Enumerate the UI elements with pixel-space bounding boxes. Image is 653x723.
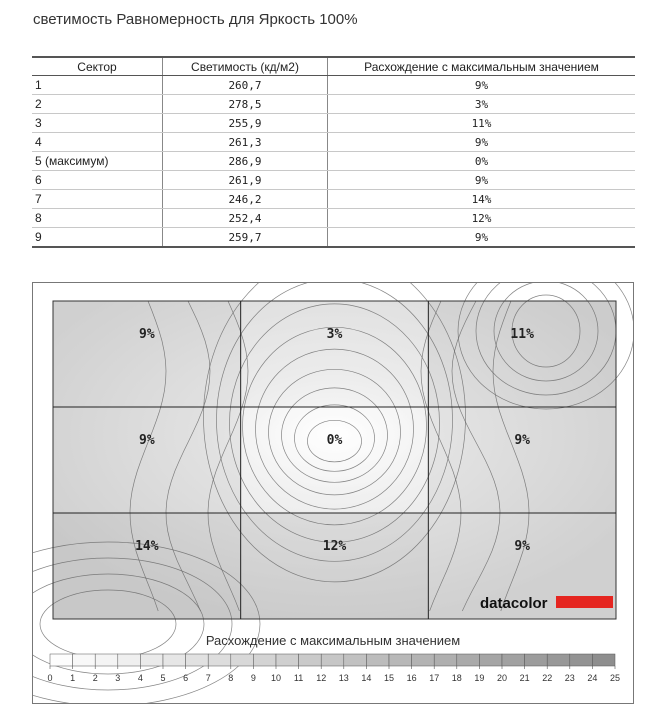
scale-tick-label: 3 (115, 673, 121, 683)
uniformity-table (32, 56, 635, 248)
luminance-cell: 261,3 (163, 133, 328, 152)
scale-tick-label: 10 (270, 673, 282, 683)
sector-cell: 4 (32, 133, 163, 152)
scale-tick-label: 7 (205, 673, 211, 683)
scale-tick-label: 20 (496, 673, 508, 683)
scale-tick-label: 15 (383, 673, 395, 683)
uniformity-chart (32, 282, 634, 704)
luminance-cell: 259,7 (163, 228, 328, 248)
deviation-cell: 9% (328, 228, 636, 248)
sector-label: 0% (326, 433, 343, 449)
table-row (32, 228, 635, 248)
table-header-row (32, 57, 635, 76)
contour-map (33, 283, 633, 703)
sector-cell: 6 (32, 171, 163, 190)
sector-shade (428, 407, 616, 513)
scale-tick-label: 21 (519, 673, 530, 683)
scale-tick-label: 22 (542, 673, 553, 683)
deviation-cell: 0% (328, 152, 636, 171)
luminance-cell: 252,4 (163, 209, 328, 228)
scale-tick-label: 0 (47, 673, 53, 683)
table-row (32, 190, 635, 209)
sector-cell: 5 (максимум) (32, 152, 163, 171)
scale-step (299, 654, 322, 666)
sector-shade (53, 513, 241, 619)
sector-label: 3% (326, 327, 343, 343)
column-header-deviation: Расхождение с максимальным значением (328, 57, 636, 76)
scale-step (186, 654, 209, 666)
scale-step (547, 654, 570, 666)
table-row (32, 209, 635, 228)
sector-shade (241, 513, 429, 619)
deviation-cell: 9% (328, 76, 636, 95)
scale-tick-label: 8 (228, 673, 234, 683)
sector-label: 11% (510, 327, 534, 343)
scale-step (140, 654, 163, 666)
table-row (32, 114, 635, 133)
deviation-cell: 9% (328, 133, 636, 152)
sector-label: 9% (139, 433, 155, 449)
deviation-cell: 3% (328, 95, 636, 114)
scale-step (276, 654, 299, 666)
scale-step (50, 654, 73, 666)
datacolor-logo: datacolor (480, 595, 548, 612)
sector-cell: 1 (32, 76, 163, 95)
sector-label: 9% (139, 327, 155, 343)
scale-step (434, 654, 457, 666)
sector-cell: 9 (32, 228, 163, 248)
scale-step (321, 654, 344, 666)
scale-step (570, 654, 593, 666)
scale-tick-label: 4 (137, 673, 143, 683)
sector-label: 14% (135, 539, 159, 555)
deviation-cell: 12% (328, 209, 636, 228)
sector-shade (53, 407, 241, 513)
scale-step (73, 654, 96, 666)
scale-tick-label: 6 (183, 673, 189, 683)
luminance-cell: 260,7 (163, 76, 328, 95)
scale-tick-label: 5 (160, 673, 166, 683)
scale-step (389, 654, 412, 666)
scale-tick-label: 23 (564, 673, 575, 683)
sector-cell: 7 (32, 190, 163, 209)
scale-step (95, 654, 118, 666)
scale-step (208, 654, 231, 666)
scale-step (163, 654, 186, 666)
scale-step (253, 654, 276, 666)
column-header-luminance: Светимость (кд/м2) (163, 57, 328, 76)
table-row (32, 152, 635, 171)
scale-tick-label: 25 (609, 673, 621, 683)
column-header-sector: Сектор (32, 57, 163, 76)
luminance-cell: 255,9 (163, 114, 328, 133)
scale-title: Расхождение с максимальным значением (205, 633, 461, 648)
scale-tick-label: 24 (587, 673, 598, 683)
scale-tick-label: 1 (70, 673, 76, 683)
scale-tick-label: 14 (361, 673, 372, 683)
scale-step (457, 654, 480, 666)
scale-tick-label: 9 (250, 673, 256, 683)
scale-tick-label: 18 (451, 673, 462, 683)
scale-tick-label: 19 (474, 673, 485, 683)
scale-tick-label: 17 (429, 673, 440, 683)
scale-step (344, 654, 367, 666)
sector-label: 9% (514, 433, 530, 449)
luminance-cell: 246,2 (163, 190, 328, 209)
scale-tick-label: 13 (338, 673, 349, 683)
deviation-cell: 9% (328, 171, 636, 190)
scale-tick-label: 2 (92, 673, 98, 683)
table-row (32, 95, 635, 114)
scale-step (366, 654, 389, 666)
scale-step (525, 654, 548, 666)
scale-step (231, 654, 254, 666)
scale-step (118, 654, 141, 666)
table-row (32, 171, 635, 190)
luminance-cell: 278,5 (163, 95, 328, 114)
sector-cell: 8 (32, 209, 163, 228)
sector-label: 12% (322, 539, 347, 555)
scale-tick-label: 12 (316, 673, 327, 683)
sector-shade (53, 301, 241, 407)
table-row (32, 76, 635, 95)
sector-label: 9% (514, 539, 530, 555)
scale-tick-label: 16 (406, 673, 417, 683)
sector-cell: 2 (32, 95, 163, 114)
sector-shade (241, 301, 429, 407)
scale-step (479, 654, 502, 666)
luminance-cell: 261,9 (163, 171, 328, 190)
scale-step (592, 654, 615, 666)
table-row (32, 133, 635, 152)
scale-step (412, 654, 435, 666)
datacolor-logo-bar (556, 596, 613, 608)
scale-step (502, 654, 525, 666)
scale-tick-label: 11 (293, 673, 304, 683)
luminance-cell: 286,9 (163, 152, 328, 171)
page-title: светимость Равномерность для Яркость 100% (33, 11, 358, 28)
sector-cell: 3 (32, 114, 163, 133)
deviation-cell: 14% (328, 190, 636, 209)
deviation-cell: 11% (328, 114, 636, 133)
